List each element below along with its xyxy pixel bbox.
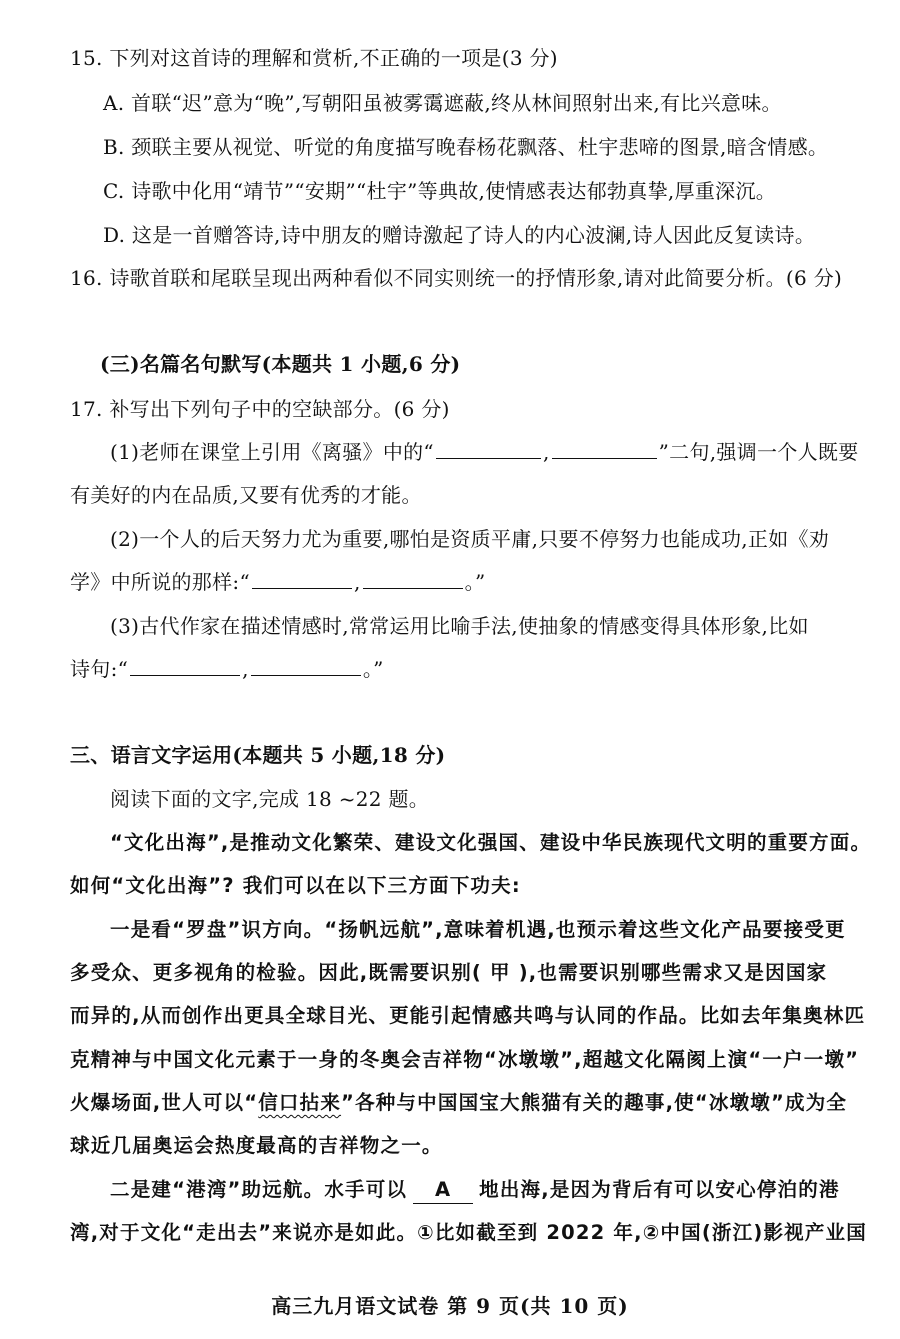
q15-option-d: D. 这是一首赠答诗,诗中朋友的赠诗激起了诗人的内心波澜,诗人因此反复读诗。 (103, 223, 816, 247)
passage-p2-line1: 一是看“罗盘”识方向。“扬帆远航”,意味着机遇,也预示着这些文化产品要接受更 (110, 918, 846, 941)
q17-item2-separator: , (353, 570, 361, 594)
passage-p2-line6: 球近几届奥运会热度最高的吉祥物之一。 (70, 1134, 443, 1157)
passage-p2-line5-a: 火爆场面,世人可以“ (70, 1091, 259, 1114)
passage-p2-line2: 多受众、更多视角的检验。因此,既需要识别( 甲 ),也需要识别哪些需求又是因国家 (70, 961, 828, 984)
passage-p2-line4: 克精神与中国文化元素于一身的冬奥会吉祥物“冰墩墩”,超越文化隔阂上演“一户一墩” (70, 1048, 860, 1071)
q17-item2-blank-2[interactable] (363, 570, 463, 589)
q17-item1-blank-2[interactable] (552, 440, 657, 459)
part3-intro: 阅读下面的文字,完成 18 ~22 题。 (110, 787, 430, 811)
section-heading-recitation: (三)名篇名句默写(本题共 1 小题,6 分) (100, 352, 461, 376)
wavy-underlined-phrase: 信口拈来 (258, 1091, 342, 1114)
q17-item3-text-a: 诗句:“ (70, 657, 129, 681)
passage-p2-line5 (70, 1090, 847, 1116)
q17-stem: 17. 补写出下列句子中的空缺部分。(6 分) (70, 397, 450, 421)
passage-p3-line1-b: 地出海,是因为背后有可以安心停泊的港 (479, 1178, 840, 1201)
q17-item1-line1 (110, 439, 859, 465)
passage-p3-line2: 湾,对于文化“走出去”来说亦是如此。①比如截至到 2022 年,②中国(浙江)影视产业国 (70, 1221, 867, 1244)
passage-p1-line2: 如何“文化出海”? 我们可以在以下三方面下功夫: (70, 874, 521, 897)
q17-item2-text-a: 学》中所说的那样:“ (70, 570, 250, 594)
passage-p2-line3: 而异的,从而创作出更具全球目光、更能引起情感共鸣与认同的作品。比如去年集奥林匹 (70, 1004, 866, 1027)
passage-p2-line5-b: ”各种与中国国宝大熊猫有关的趣事,使“冰墩墩”成为全 (341, 1091, 848, 1114)
q15-option-c: C. 诗歌中化用“靖节”“安期”“杜宇”等典故,使情感表达郁勃真挚,厚重深沉。 (103, 179, 777, 203)
q17-item3-line2 (70, 656, 384, 682)
q17-item3-end: 。” (362, 657, 384, 681)
q17-item1-line2: 有美好的内在品质,又要有优秀的才能。 (70, 483, 422, 507)
q17-item2-end: 。” (464, 570, 486, 594)
passage-p3-line1 (110, 1177, 840, 1204)
q17-item1-text-b: ”二句,强调一个人既要 (658, 440, 859, 464)
q15-option-b: B. 颈联主要从视觉、听觉的角度描写晚春杨花飘落、杜宇悲啼的图景,暗含情感。 (103, 135, 829, 159)
q17-item2-line2 (70, 569, 485, 595)
q17-item3-blank-1[interactable] (130, 657, 240, 676)
part3-heading: 三、语言文字运用(本题共 5 小题,18 分) (70, 743, 446, 767)
q16-stem: 16. 诗歌首联和尾联呈现出两种看似不同实则统一的抒情形象,请对此简要分析。(6 分) (70, 266, 843, 290)
passage-p3-line1-a: 二是建“港湾”助远航。水手可以 (110, 1178, 408, 1201)
q17-item1-separator: , (542, 440, 550, 464)
blank-a-marker: A (413, 1177, 473, 1204)
q17-item2-blank-1[interactable] (252, 570, 352, 589)
q17-item1-blank-1[interactable] (436, 440, 541, 459)
page-footer: 高三九月语文试卷 第 9 页(共 10 页) (271, 1294, 629, 1318)
q15-stem: 15. 下列对这首诗的理解和赏析,不正确的一项是(3 分) (70, 46, 558, 70)
q17-item3-line1: (3)古代作家在描述情感时,常常运用比喻手法,使抽象的情感变得具体形象,比如 (110, 614, 809, 638)
q17-item3-blank-2[interactable] (251, 657, 361, 676)
q17-item1-text-a: (1)老师在课堂上引用《离骚》中的“ (110, 440, 434, 464)
q17-item2-line1: (2)一个人的后天努力尤为重要,哪怕是资质平庸,只要不停努力也能成功,正如《劝 (110, 527, 830, 551)
q17-item3-separator: , (242, 657, 249, 681)
passage-p1-line1: “文化出海”,是推动文化繁荣、建设文化强国、建设中华民族现代文明的重要方面。 (110, 831, 872, 854)
q15-option-a: A. 首联“迟”意为“晚”,写朝阳虽被雾霭遮蔽,终从林间照射出来,有比兴意味。 (103, 91, 782, 115)
